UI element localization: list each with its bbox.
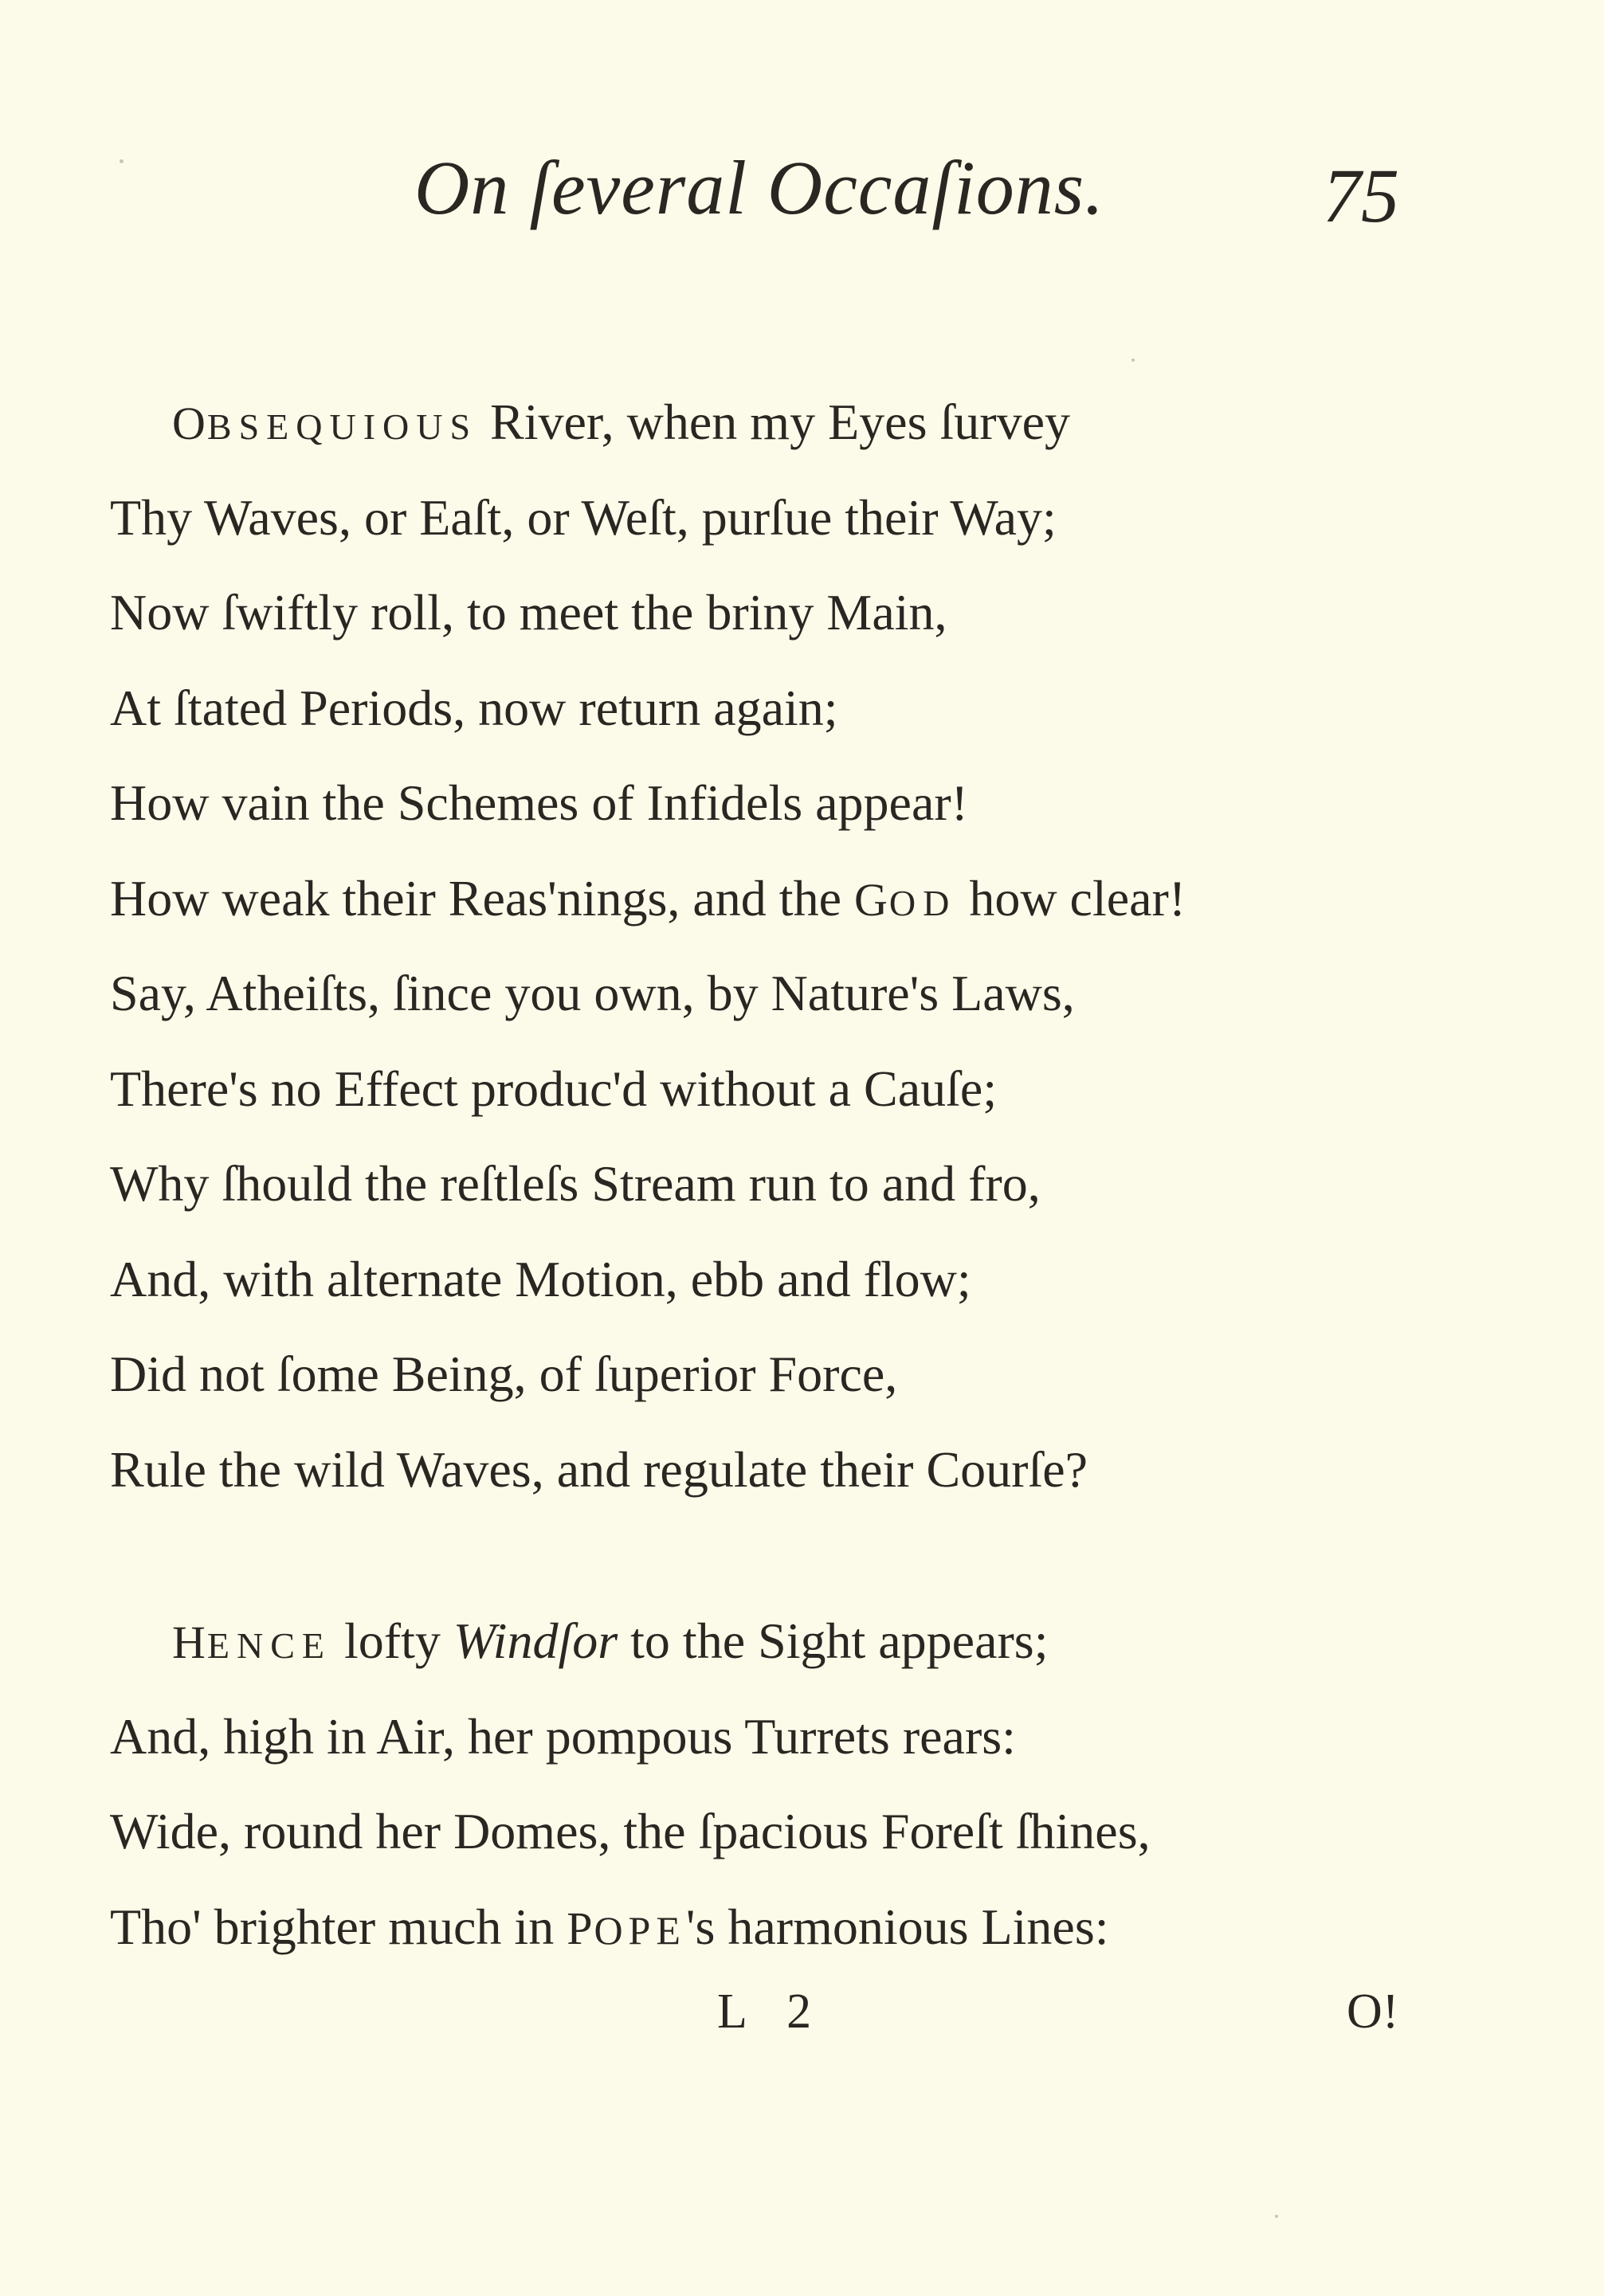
small-caps-word: OD: [888, 882, 957, 923]
catchword: O!: [1347, 1985, 1399, 2039]
verse-text: to the Sight appears;: [618, 1612, 1049, 1669]
running-title: On ſeveral Occaſions.: [414, 145, 1105, 230]
verse-line: And, high in Air, her pompous Turrets rears:: [110, 1707, 1016, 1765]
verse-text: Tho' brighter much in: [110, 1898, 567, 1955]
verse-line: [110, 374, 1512, 470]
verse-line: How vain the Schemes of Infidels appear!: [110, 774, 968, 831]
verse-line: Now ſwiftly roll, to meet the briny Main,: [110, 584, 947, 641]
verse-text: How weak their Reas'nings, and the: [110, 869, 854, 927]
verse-line: Wide, round her Domes, the ſpacious Foreſt ſhines,: [110, 1803, 1151, 1859]
verse-text: 's harmonious Lines:: [685, 1898, 1109, 1955]
verse-line: Why ſhould the reſtleſs Stream run to and fro,: [110, 1155, 1041, 1212]
page-footer: [0, 1984, 1604, 2063]
verse-text: how clear!: [956, 869, 1186, 927]
small-caps-initial: O: [172, 398, 207, 449]
verse-line: Thy Waves, or Eaſt, or Weſt, purſue their Way;: [110, 488, 1057, 546]
paper-speck: [1275, 2215, 1278, 2218]
page-number: 75: [1323, 153, 1399, 238]
verse-line: [110, 851, 1512, 946]
stanza-2: [110, 1593, 1512, 1974]
verse-line: [110, 1879, 1512, 1975]
verse-line: Say, Atheiſts, ſince you own, by Nature's Laws,: [110, 965, 1075, 1021]
stanza-1: [110, 374, 1512, 1517]
verse-text: River, when my Eyes ſurvey: [477, 394, 1070, 450]
verse-line: Rule the wild Waves, and regulate their Courſe?: [110, 1440, 1088, 1498]
paper-speck: [1131, 359, 1135, 362]
small-caps-initial: H: [172, 1616, 207, 1668]
signature-mark: L 2: [717, 1985, 826, 2039]
paper-speck: [120, 159, 124, 163]
small-caps-word: BSEQUIOUS: [206, 406, 478, 447]
small-caps-word: OPE: [594, 1907, 686, 1953]
running-head: [0, 143, 1604, 247]
verse-line: [110, 1593, 1512, 1689]
small-caps-initial: G: [853, 873, 889, 926]
verse-text: lofty: [331, 1612, 453, 1669]
italic-place-name: Windſor: [453, 1612, 618, 1669]
verse-line: There's no Effect produc'd without a Cauſe;: [110, 1060, 998, 1117]
small-caps-initial: P: [567, 1902, 594, 1954]
verse-line: At ſtated Periods, now return again;: [110, 679, 838, 736]
verse-line: And, with alternate Motion, ebb and flow;: [110, 1250, 971, 1307]
verse-line: Did not ſome Being, of ſuperior Force,: [110, 1346, 898, 1402]
small-caps-word: ENCE: [206, 1625, 331, 1666]
